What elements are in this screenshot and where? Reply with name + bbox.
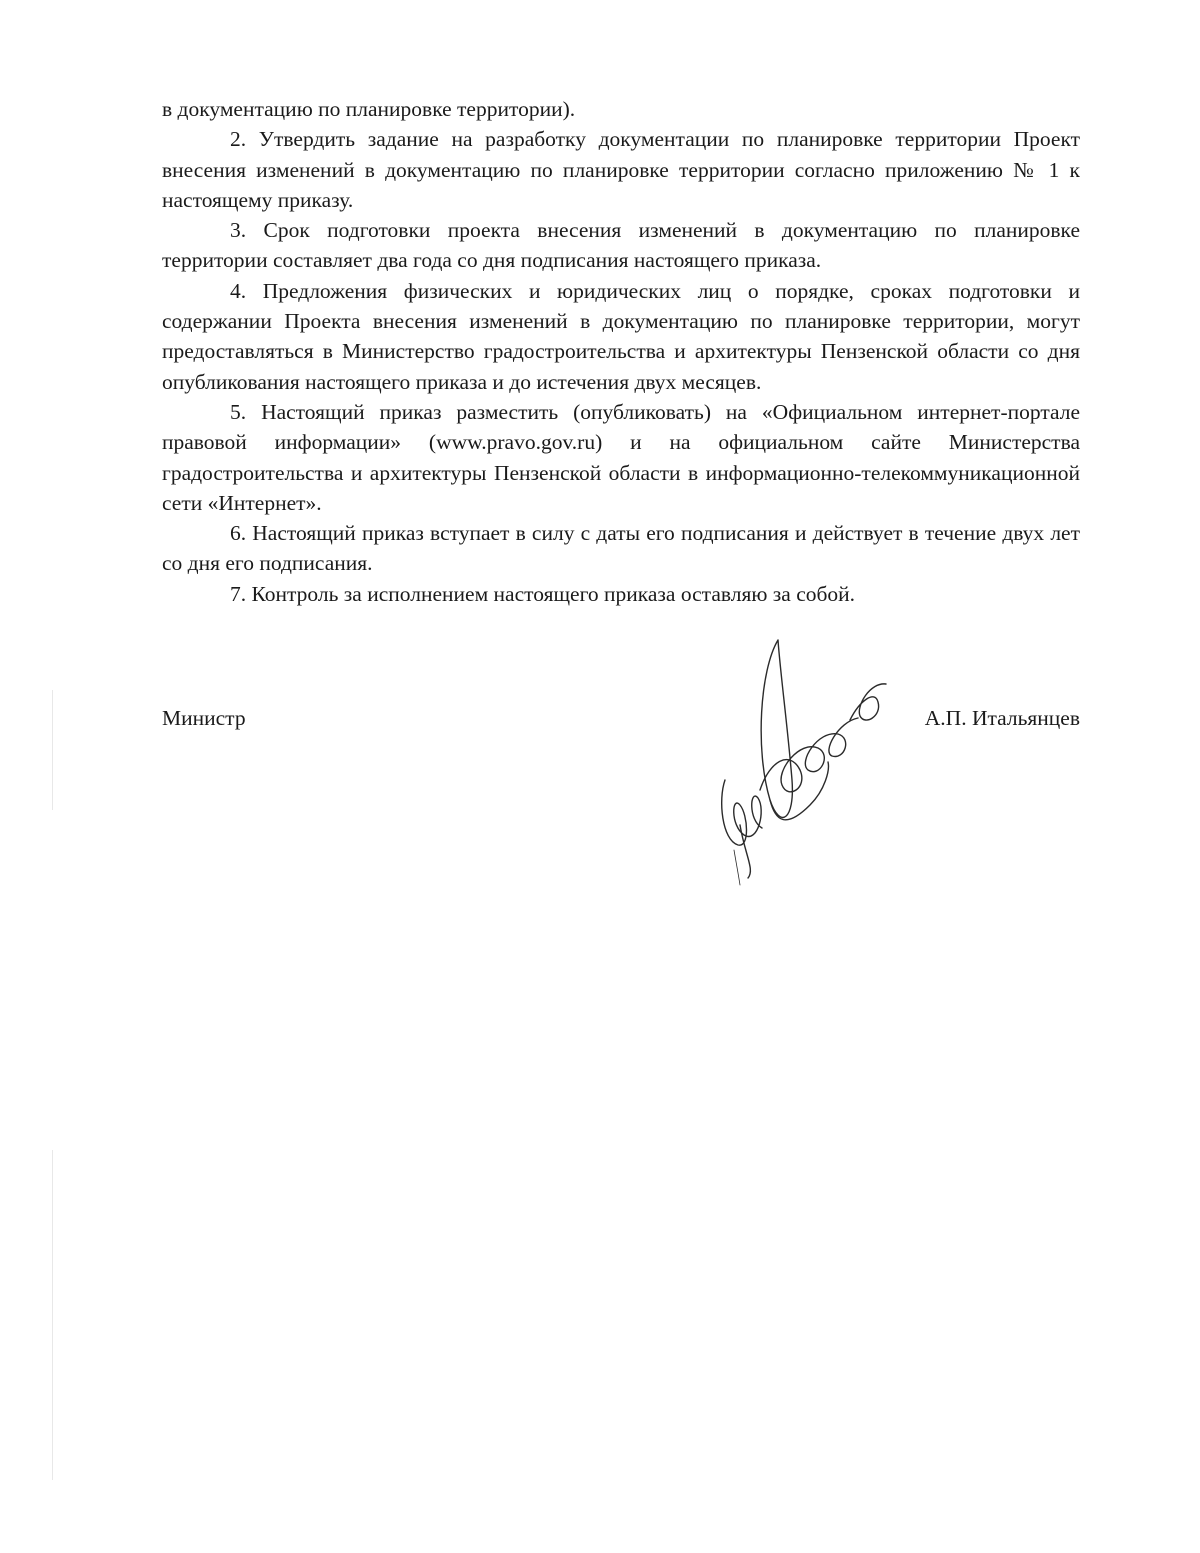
signature-stroke (740, 825, 750, 878)
paragraph-item-7: 7. Контроль за исполнением настоящего приказа оставляю за собой. (230, 581, 856, 606)
signature-block (162, 700, 1080, 740)
paragraph-item-2: 2. Утвердить задание на разработку документации по планировке территории Проект внесения изменений в документацию по планировке территории согласно приложению № 1 к настоящему приказу. (162, 127, 1080, 212)
paragraph-continuation: в документацию по планировке территории). (162, 97, 576, 121)
handwritten-signature (700, 630, 900, 890)
signatory-title: Министр (162, 706, 246, 730)
signature-stroke (850, 684, 886, 720)
paragraph-item-5: 5. Настоящий приказ разместить (опубликовать) на «Официальном интернет-портале правовой информации» (www.pravo.gov.ru) и на официальном сайте Министерства градостроительства и архитектуры Пензенской области в информационно-телекоммуникационной сети «Интернет». (162, 399, 1080, 515)
signature-stroke (760, 718, 858, 792)
signature-stroke (770, 762, 828, 820)
scan-margin-mark (52, 1150, 53, 1480)
paragraph-item-3: 3. Срок подготовки проекта внесения изменений в документацию по планировке территории составляет два года со дня подписания настоящего приказа. (162, 218, 1080, 273)
scan-margin-mark (52, 690, 53, 810)
signature-stroke (734, 850, 740, 885)
signatory-name: А.П. Итальянцев (924, 706, 1080, 730)
paragraph-item-6: 6. Настоящий приказ вступает в силу с даты его подписания и действует в течение двух лет со дня его подписания. (162, 521, 1080, 576)
document-body (162, 94, 1080, 609)
paragraph-item-4: 4. Предложения физических и юридических лиц о порядке, сроках подготовки и содержании Проекта внесения изменений в документацию по планировке территории, могут предоставляться в Министерство градостроительства и архитектуры Пензенской области со дня опубликования настоящего приказа и до истечения двух месяцев. (162, 278, 1080, 394)
